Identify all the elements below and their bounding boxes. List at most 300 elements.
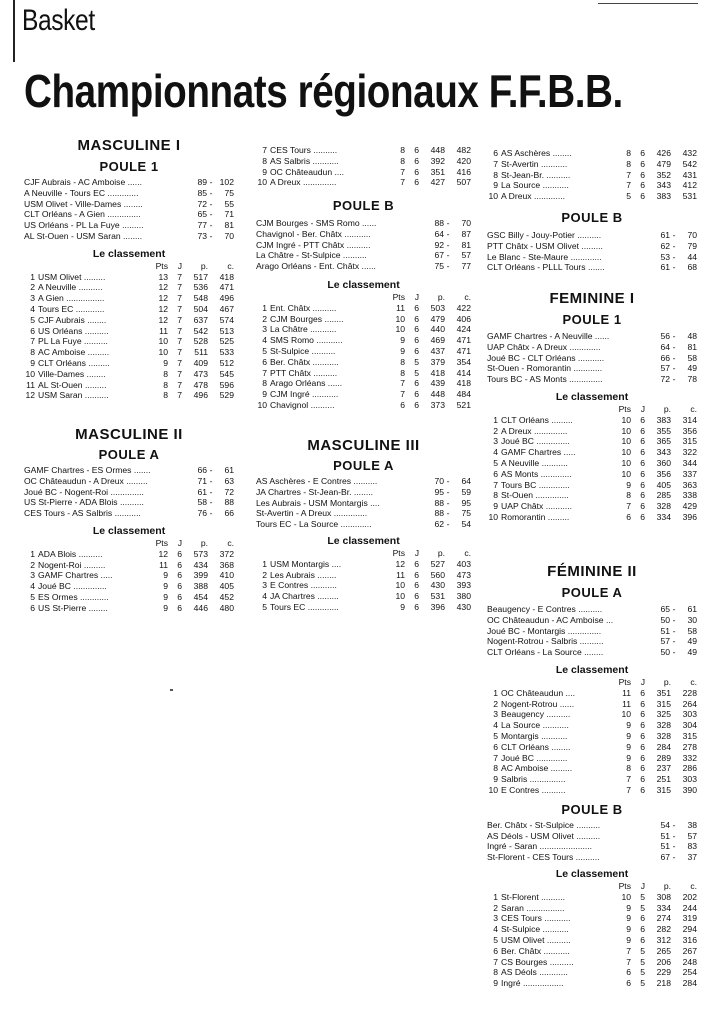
score-separator: - bbox=[446, 497, 450, 508]
points-against: 418 bbox=[456, 378, 471, 389]
games-played: 6 bbox=[640, 687, 645, 698]
score-separator: - bbox=[209, 177, 213, 187]
points: 7 bbox=[626, 180, 631, 191]
points-against: 525 bbox=[219, 336, 234, 347]
score-separator: - bbox=[672, 625, 676, 636]
standings-row bbox=[256, 389, 471, 400]
home-score: 88 bbox=[434, 508, 444, 519]
points-against: 337 bbox=[682, 468, 697, 479]
games-played: 6 bbox=[414, 177, 419, 188]
classement-title: Le classement bbox=[327, 534, 400, 547]
header-p: p. bbox=[200, 260, 208, 271]
points-for: 383 bbox=[656, 414, 671, 425]
home-score: 70 bbox=[434, 476, 444, 486]
home-score: 64 bbox=[434, 228, 444, 239]
points: 7 bbox=[400, 177, 405, 188]
points: 9 bbox=[626, 720, 631, 731]
games-played: 6 bbox=[640, 741, 645, 752]
away-score: 55 bbox=[224, 198, 234, 209]
points-for: 496 bbox=[193, 390, 208, 401]
result-row bbox=[24, 497, 234, 508]
points-against: 380 bbox=[456, 591, 471, 602]
points-against: 424 bbox=[456, 324, 471, 335]
score-separator: - bbox=[209, 508, 213, 519]
points-against: 542 bbox=[682, 158, 697, 169]
classement-title: Le classement bbox=[555, 390, 629, 403]
standings-row bbox=[487, 688, 697, 699]
away-score: 81 bbox=[687, 341, 697, 352]
team-name: Ber. Châtx ........... bbox=[501, 945, 570, 956]
match-label: US St-Pierre - ADA Blois .......... bbox=[24, 497, 144, 508]
result-row bbox=[24, 177, 234, 188]
games-played: 6 bbox=[414, 166, 419, 177]
points: 9 bbox=[626, 913, 631, 924]
points-for: 479 bbox=[430, 313, 445, 324]
result-row bbox=[24, 199, 234, 210]
team-name: AS Monts ............. bbox=[501, 468, 572, 479]
rank: 2 bbox=[493, 902, 498, 913]
home-score: 61 bbox=[660, 262, 670, 273]
points: 8 bbox=[626, 490, 631, 501]
points: 9 bbox=[626, 741, 631, 752]
team-name: OC Châteaudun .... bbox=[270, 166, 345, 177]
points-for: 517 bbox=[193, 271, 208, 282]
points-for: 439 bbox=[430, 378, 445, 389]
standings-header bbox=[24, 538, 234, 549]
games-played: 6 bbox=[640, 698, 645, 709]
home-score: 62 bbox=[660, 240, 670, 251]
points-for: 399 bbox=[193, 570, 208, 581]
team-name: Les Aubrais ........ bbox=[270, 569, 337, 580]
standings-row bbox=[24, 272, 234, 283]
games-played: 6 bbox=[177, 559, 182, 570]
standings-row bbox=[487, 512, 697, 523]
standings-row bbox=[24, 315, 234, 326]
standings-row bbox=[256, 357, 471, 368]
match-label: AL St-Ouen - USM Saran ........ bbox=[24, 230, 143, 241]
score-separator: - bbox=[446, 486, 450, 497]
points-against: 286 bbox=[682, 763, 697, 774]
home-score: 53 bbox=[660, 251, 670, 262]
points-against: 496 bbox=[219, 293, 234, 304]
points-for: 351 bbox=[430, 166, 445, 177]
result-row bbox=[256, 508, 471, 519]
points-for: 388 bbox=[193, 581, 208, 592]
rank: 6 bbox=[493, 148, 498, 158]
points: 11 bbox=[159, 325, 168, 336]
games-played: 6 bbox=[640, 468, 645, 479]
header-c: c. bbox=[227, 537, 234, 548]
result-row bbox=[487, 353, 697, 364]
masc1-section bbox=[24, 137, 234, 401]
team-name: USM Montargis .... bbox=[270, 558, 342, 569]
points: 7 bbox=[400, 166, 405, 177]
games-played: 6 bbox=[640, 774, 645, 785]
score-separator: - bbox=[672, 852, 676, 863]
team-name: AS Salbris ........... bbox=[270, 155, 339, 166]
standings-table bbox=[487, 677, 697, 796]
home-score: 95 bbox=[434, 486, 444, 497]
home-score: 66 bbox=[197, 465, 207, 475]
points-for: 334 bbox=[656, 511, 671, 522]
games-played: 5 bbox=[414, 356, 419, 367]
standings-header bbox=[256, 548, 471, 559]
score-separator: - bbox=[672, 331, 676, 341]
points-for: 284 bbox=[656, 741, 671, 752]
standings-row bbox=[256, 602, 471, 613]
away-score: 58 bbox=[687, 352, 697, 363]
division-title: MASCULINE II bbox=[75, 426, 183, 443]
team-name: E Contres ........... bbox=[270, 580, 337, 591]
points-for: 504 bbox=[193, 303, 208, 314]
games-played: 7 bbox=[177, 368, 182, 379]
standings-table bbox=[487, 148, 697, 202]
games-played: 6 bbox=[414, 569, 419, 580]
classement-title: Le classement bbox=[555, 867, 629, 880]
standings-header bbox=[24, 261, 234, 272]
team-name: CLT Orléans ........ bbox=[501, 741, 571, 752]
home-score: 65 bbox=[197, 209, 207, 220]
points-for: 548 bbox=[193, 293, 208, 304]
home-score: 73 bbox=[197, 230, 207, 241]
score-separator: - bbox=[672, 240, 676, 251]
classement-title: Le classement bbox=[555, 663, 629, 676]
points-for: 418 bbox=[430, 367, 445, 378]
team-name: ADA Blois .......... bbox=[38, 548, 103, 559]
points-for: 343 bbox=[656, 180, 671, 191]
rank: 3 bbox=[493, 913, 498, 924]
points: 8 bbox=[400, 367, 405, 378]
result-row bbox=[487, 831, 697, 842]
result-row bbox=[24, 231, 234, 242]
score-separator: - bbox=[209, 475, 213, 486]
points-against: 390 bbox=[682, 784, 697, 795]
points-against: 512 bbox=[219, 357, 234, 368]
standings-row bbox=[487, 480, 697, 491]
points-for: 392 bbox=[430, 155, 445, 166]
rank: 9 bbox=[262, 389, 267, 400]
result-row bbox=[24, 487, 234, 498]
points-for: 206 bbox=[656, 956, 671, 967]
home-score: 71 bbox=[197, 475, 207, 486]
rank: 7 bbox=[262, 145, 267, 155]
team-name: USM Olivet .......... bbox=[501, 934, 571, 945]
rank: 7 bbox=[30, 336, 35, 347]
points-against: 278 bbox=[682, 741, 697, 752]
points-for: 360 bbox=[656, 457, 671, 468]
team-name: PTT Châtx .......... bbox=[270, 367, 338, 378]
header-spacer bbox=[24, 538, 152, 549]
result-row bbox=[24, 220, 234, 231]
points-against: 396 bbox=[682, 511, 697, 522]
header-j: J bbox=[177, 260, 182, 271]
points-against: 471 bbox=[456, 345, 471, 356]
points: 12 bbox=[395, 558, 405, 569]
team-name: Ber. Châtx ........... bbox=[270, 356, 339, 367]
away-score: 37 bbox=[687, 852, 697, 863]
masc3-section bbox=[256, 437, 471, 613]
games-played: 6 bbox=[640, 457, 645, 468]
away-score: 95 bbox=[461, 497, 471, 508]
points-against: 244 bbox=[682, 902, 697, 913]
masc2-pouleB-top bbox=[256, 145, 471, 188]
poule-title: POULE A bbox=[333, 458, 394, 473]
score-separator: - bbox=[672, 352, 676, 363]
points-for: 405 bbox=[656, 479, 671, 490]
match-label: Le Blanc - Ste-Maure ............. bbox=[487, 251, 602, 262]
away-score: 78 bbox=[687, 374, 697, 385]
score-separator: - bbox=[446, 239, 450, 250]
rank: 4 bbox=[493, 447, 498, 458]
score-separator: - bbox=[672, 604, 676, 614]
rank: 8 bbox=[262, 378, 267, 389]
points-for: 469 bbox=[430, 335, 445, 346]
away-score: 72 bbox=[224, 486, 234, 497]
points-against: 412 bbox=[682, 180, 697, 191]
points: 10 bbox=[621, 436, 631, 447]
team-name: St-Florent .......... bbox=[501, 891, 565, 902]
away-score: 49 bbox=[687, 363, 697, 374]
games-played: 6 bbox=[640, 148, 645, 158]
team-name: A Dreux .............. bbox=[270, 177, 337, 188]
result-row bbox=[487, 331, 697, 342]
standings-row bbox=[487, 753, 697, 764]
header-pts: Pts bbox=[618, 676, 631, 687]
games-played: 6 bbox=[414, 345, 419, 356]
classement-title: Le classement bbox=[92, 524, 166, 537]
points-for: 229 bbox=[656, 967, 671, 978]
away-score: 81 bbox=[461, 239, 471, 250]
games-played: 6 bbox=[640, 913, 645, 924]
team-name: PL La Fuye .......... bbox=[38, 336, 108, 347]
points: 8 bbox=[400, 356, 405, 367]
header-j: J bbox=[640, 880, 645, 891]
match-label: US Orléans - PL La Fuye ......... bbox=[24, 220, 144, 231]
away-score: 88 bbox=[224, 497, 234, 508]
home-score: 89 bbox=[197, 177, 207, 187]
standings-row bbox=[487, 785, 697, 796]
games-played: 6 bbox=[177, 602, 182, 613]
standings-row bbox=[24, 390, 234, 401]
standings-row bbox=[487, 447, 697, 458]
standings-row bbox=[487, 191, 697, 202]
poule-title: POULE 1 bbox=[562, 312, 622, 327]
header-pts: Pts bbox=[155, 260, 168, 271]
score-separator: - bbox=[209, 220, 213, 231]
match-label: Joué BC - CLT Orléans ........... bbox=[487, 352, 605, 363]
standings-row bbox=[487, 946, 697, 957]
points-for: 383 bbox=[656, 191, 671, 202]
team-name: A Neuville ........... bbox=[501, 457, 568, 468]
points-for: 356 bbox=[656, 468, 671, 479]
header-pts: Pts bbox=[392, 291, 405, 302]
team-name: St-Jean-Br. .......... bbox=[501, 169, 571, 180]
points-against: 482 bbox=[456, 145, 471, 155]
games-played: 6 bbox=[177, 581, 182, 592]
rank: 3 bbox=[493, 709, 498, 720]
points-against: 429 bbox=[682, 501, 697, 512]
standings-row bbox=[256, 378, 471, 389]
score-separator: - bbox=[672, 636, 676, 647]
team-name: Ent. Châtx .......... bbox=[270, 302, 337, 313]
team-name: Tours EC ............ bbox=[38, 303, 105, 314]
rank: 8 bbox=[30, 347, 35, 358]
points: 9 bbox=[400, 335, 405, 346]
standings-row bbox=[487, 742, 697, 753]
points-against: 319 bbox=[682, 913, 697, 924]
games-played: 6 bbox=[414, 324, 419, 335]
match-label: Les Aubrais - USM Montargis .... bbox=[256, 497, 380, 508]
points-against: 473 bbox=[456, 569, 471, 580]
points-against: 254 bbox=[682, 967, 697, 978]
points-for: 637 bbox=[193, 314, 208, 325]
team-name: A Dreux ............. bbox=[501, 191, 565, 202]
points: 12 bbox=[158, 303, 168, 314]
team-name: Ingré ................. bbox=[501, 978, 564, 989]
points: 8 bbox=[626, 763, 631, 774]
games-played: 6 bbox=[414, 399, 419, 410]
away-score: 70 bbox=[461, 218, 471, 228]
points-against: 338 bbox=[682, 490, 697, 501]
rank: 9 bbox=[493, 774, 498, 785]
points-against: 533 bbox=[219, 347, 234, 358]
games-played: 5 bbox=[640, 967, 645, 978]
home-score: 50 bbox=[660, 647, 670, 658]
team-name: CES Tours .......... bbox=[270, 145, 338, 155]
standings-row bbox=[487, 180, 697, 191]
games-played: 6 bbox=[640, 436, 645, 447]
match-label: USM Olivet - Ville-Dames ........ bbox=[24, 198, 143, 209]
match-label: AS Aschères - E Contres .......... bbox=[256, 476, 378, 486]
points-for: 325 bbox=[656, 709, 671, 720]
rank: 1 bbox=[493, 414, 498, 425]
points-against: 467 bbox=[219, 303, 234, 314]
match-label: Arago Orléans - Ent. Châtx ...... bbox=[256, 261, 376, 272]
rank: 4 bbox=[30, 581, 35, 592]
team-name: St-Avertin ........... bbox=[501, 158, 568, 169]
team-name: Nogent-Rotrou ...... bbox=[501, 698, 575, 709]
rank: 4 bbox=[30, 303, 35, 314]
rank: 6 bbox=[30, 325, 35, 336]
games-played: 6 bbox=[414, 389, 419, 400]
points-against: 363 bbox=[682, 479, 697, 490]
games-played: 6 bbox=[640, 180, 645, 191]
standings-row bbox=[24, 336, 234, 347]
away-score: 71 bbox=[224, 209, 234, 220]
match-label: AS Déols - USM Olivet .......... bbox=[487, 830, 601, 841]
match-label: CJF Aubrais - AC Amboise ...... bbox=[24, 177, 142, 187]
points: 11 bbox=[622, 687, 631, 698]
standings-row bbox=[256, 324, 471, 335]
games-played: 7 bbox=[177, 293, 182, 304]
standings-header bbox=[487, 677, 697, 688]
points-for: 355 bbox=[656, 425, 671, 436]
points: 6 bbox=[626, 511, 631, 522]
team-name: AS Déols ............ bbox=[501, 967, 568, 978]
games-played: 6 bbox=[640, 425, 645, 436]
points: 8 bbox=[163, 390, 168, 401]
home-score: 72 bbox=[197, 198, 207, 209]
standings-table bbox=[256, 548, 471, 613]
standings-row bbox=[487, 709, 697, 720]
standings-row bbox=[487, 490, 697, 501]
rank: 7 bbox=[262, 367, 267, 378]
games-played: 6 bbox=[640, 191, 645, 202]
points-for: 440 bbox=[430, 324, 445, 335]
standings-row bbox=[487, 469, 697, 480]
header-spacer bbox=[256, 548, 389, 559]
points: 8 bbox=[400, 145, 405, 155]
header-spacer bbox=[487, 677, 615, 688]
standings-table bbox=[256, 292, 471, 411]
points-for: 285 bbox=[656, 490, 671, 501]
points-for: 343 bbox=[656, 447, 671, 458]
header-c: c. bbox=[227, 260, 234, 271]
result-row bbox=[256, 519, 471, 530]
points-against: 545 bbox=[219, 368, 234, 379]
standings-row bbox=[256, 303, 471, 314]
rank: 12 bbox=[25, 390, 35, 401]
points-for: 328 bbox=[656, 730, 671, 741]
points-against: 267 bbox=[682, 945, 697, 956]
points: 12 bbox=[158, 548, 168, 559]
standings-row bbox=[487, 957, 697, 968]
standings-row bbox=[256, 314, 471, 325]
match-label: St-Avertin - A Dreux .............. bbox=[256, 508, 368, 519]
points: 7 bbox=[400, 389, 405, 400]
standings-header bbox=[487, 404, 697, 415]
points-for: 352 bbox=[656, 169, 671, 180]
games-played: 7 bbox=[177, 282, 182, 293]
match-label: Beaugency - E Contres .......... bbox=[487, 604, 603, 614]
points: 8 bbox=[626, 148, 631, 158]
score-separator: - bbox=[672, 819, 676, 830]
classement-title: Le classement bbox=[327, 278, 400, 291]
games-played: 7 bbox=[177, 347, 182, 358]
team-name: CES Tours ........... bbox=[501, 913, 571, 924]
points: 12 bbox=[158, 293, 168, 304]
standings-row bbox=[256, 559, 471, 570]
header-pts: Pts bbox=[392, 547, 405, 558]
header-p: p. bbox=[663, 880, 671, 891]
points-against: 432 bbox=[682, 148, 697, 158]
games-played: 6 bbox=[640, 479, 645, 490]
rank: 8 bbox=[493, 967, 498, 978]
print-speck bbox=[170, 689, 173, 691]
standings-header bbox=[487, 881, 697, 892]
points-against: 264 bbox=[682, 698, 697, 709]
fem1-section bbox=[487, 290, 697, 523]
standings-row bbox=[24, 358, 234, 369]
games-played: 6 bbox=[414, 378, 419, 389]
games-played: 5 bbox=[640, 902, 645, 913]
points-against: 422 bbox=[456, 302, 471, 313]
points: 10 bbox=[621, 457, 631, 468]
standings-row bbox=[256, 177, 471, 188]
points: 10 bbox=[158, 336, 168, 347]
team-name: A Gien ................ bbox=[38, 293, 105, 304]
points: 12 bbox=[158, 314, 168, 325]
match-label: Chavignol - Ber. Châtx ........... bbox=[256, 228, 371, 239]
rank: 8 bbox=[493, 169, 498, 180]
rank: 2 bbox=[30, 559, 35, 570]
poule-title: POULE A bbox=[561, 585, 623, 600]
team-name: La Châtre ........... bbox=[270, 324, 337, 335]
masc2-section bbox=[24, 426, 234, 614]
points-against: 484 bbox=[456, 389, 471, 400]
points: 10 bbox=[395, 313, 405, 324]
games-played: 6 bbox=[640, 924, 645, 935]
